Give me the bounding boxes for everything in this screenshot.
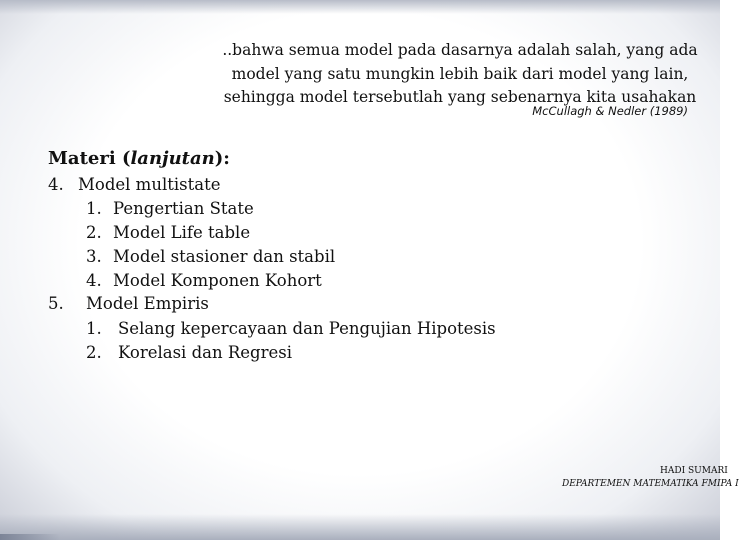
- footer-department: DEPARTEMEN MATEMATIKA FMIPA I: [562, 479, 739, 489]
- outline-label: Pengertian State: [113, 199, 254, 218]
- quote-line-3: sehingga model tersebutlah yang sebenarnya kita usahakan: [223, 88, 697, 106]
- outline-label: Model Empiris: [86, 294, 209, 313]
- quote-source: McCullagh & Nedler (1989): [532, 104, 688, 118]
- outline-subitem-state: [86, 199, 254, 218]
- outline-num: 5.: [48, 294, 64, 313]
- outline-num: 4.: [86, 271, 102, 290]
- quote-line-2: model yang satu mungkin lebih baik dari model yang lain,: [231, 64, 689, 83]
- outline-num: 2.: [86, 343, 102, 362]
- heading-suffix: ):: [214, 148, 230, 169]
- outline-label: Model multistate: [78, 175, 221, 194]
- outline-subitem-korelasi: [86, 343, 292, 362]
- bottom-accent: [0, 534, 60, 540]
- outline-label: Selang kepercayaan dan Pengujian Hipotesis: [118, 319, 496, 338]
- outline-subitem-selang: [86, 319, 496, 338]
- bottom-gradient-bar: [0, 514, 720, 540]
- top-gradient-bar: [0, 0, 720, 14]
- quote-block: [200, 39, 720, 110]
- outline-num: 2.: [86, 223, 102, 242]
- heading-italic: lanjutan: [130, 148, 215, 169]
- outline-label: Korelasi dan Regresi: [118, 343, 292, 362]
- outline-num: 1.: [86, 199, 102, 218]
- outline-subitem-stasioner: [86, 247, 335, 266]
- outline-label: Model Komponen Kohort: [113, 271, 322, 290]
- outline-label: Model Life table: [113, 223, 251, 242]
- outline-subitem-lifetable: [86, 223, 250, 242]
- quote-line-1: ..bahwa semua model pada dasarnya adalah salah, yang ada: [222, 41, 698, 59]
- heading-prefix: Materi (: [48, 148, 131, 169]
- outline-num: 3.: [86, 247, 102, 266]
- outline-item-multistate: [48, 175, 220, 194]
- outline-item-empiris: [48, 294, 209, 313]
- outline-num: 1.: [86, 319, 102, 338]
- section-heading: [48, 148, 230, 169]
- outline-label: Model stasioner dan stabil: [113, 247, 336, 266]
- outline-num: 4.: [48, 175, 64, 194]
- footer-author: HADI SUMARI: [660, 466, 728, 476]
- outline-subitem-kohort: [86, 271, 322, 290]
